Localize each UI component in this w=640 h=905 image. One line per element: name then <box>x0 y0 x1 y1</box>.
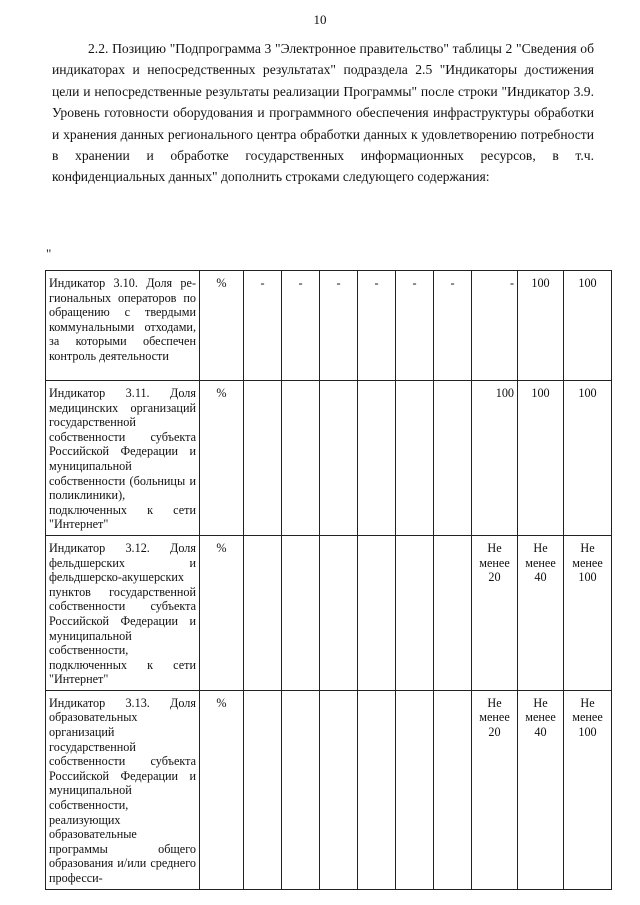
table-row <box>46 690 612 889</box>
indicator-value <box>396 690 434 889</box>
indicator-value <box>396 381 434 536</box>
indicator-value: Не менее 100 <box>564 535 612 690</box>
indicator-value <box>244 381 282 536</box>
indicator-name: Индикатор 3.12. Доля фельдшерских и фельдшерско-акушерских пунктов государственной собственности субъекта Российской Федерации и муниципальной собственности, подключенных к сети "Интернет" <box>46 535 200 690</box>
indicator-value: Не менее 40 <box>518 690 564 889</box>
indicator-name: Индикатор 3.13. Доля образовательных организаций государственной собственности субъекта Российской Федерации и муниципальной собственности, реализующих образовательные программы общего образования и/или среднего професси- <box>46 690 200 889</box>
indicator-value <box>434 690 472 889</box>
indicator-value: - <box>434 271 472 381</box>
indicator-value: Не менее 40 <box>518 535 564 690</box>
indicator-value: - <box>282 271 320 381</box>
indicator-value: Не менее 100 <box>564 690 612 889</box>
indicator-value: - <box>320 271 358 381</box>
indicator-unit: % <box>200 690 244 889</box>
indicator-name: Индикатор 3.11. Доля медицинских организаций государственной собственности субъекта Российской Федерации и муниципальной собственности (больницы и поликлиники), подключенных к сети "Интернет" <box>46 381 200 536</box>
page-number: 10 <box>313 12 327 27</box>
indicator-value <box>358 535 396 690</box>
table-row <box>46 271 612 381</box>
indicator-value <box>320 535 358 690</box>
indicator-value <box>358 690 396 889</box>
indicator-unit: % <box>200 535 244 690</box>
table-row <box>46 381 612 536</box>
indicator-unit: % <box>200 271 244 381</box>
indicator-value: - <box>472 271 518 381</box>
indicator-value <box>244 690 282 889</box>
indicator-value <box>320 381 358 536</box>
indicator-value: Не менее 20 <box>472 690 518 889</box>
indicator-value <box>282 381 320 536</box>
intro-paragraph: 2.2. Позицию "Подпрограмма 3 "Электронное правительство" таблицы 2 "Сведения об индикаторах и непосредственных результатах" подраздела 2.5 "Индикаторы достижения цели и непосредственные результаты реализации Программы" после строки "Индикатор 3.9. Уровень готовности оборудования и программного обеспечения инфраструктуры обработки и хранения данных регионального центра обработки данных к удовлетворению потребности в хранении и обработке государственных информационных ресурсов, в т.ч. конфиденциальных данных" дополнить строками следующего содержания: <box>52 41 594 185</box>
indicator-value <box>320 690 358 889</box>
indicator-value: - <box>358 271 396 381</box>
indicator-value: Не менее 20 <box>472 535 518 690</box>
indicator-value <box>434 535 472 690</box>
indicator-value: - <box>396 271 434 381</box>
table-row <box>46 535 612 690</box>
indicator-unit: % <box>200 381 244 536</box>
indicator-value: 100 <box>564 381 612 536</box>
opening-quote-mark: " <box>46 246 52 261</box>
indicator-value: 100 <box>472 381 518 536</box>
indicator-value <box>282 535 320 690</box>
indicator-value <box>396 535 434 690</box>
indicators-table <box>45 270 612 890</box>
indicator-value <box>434 381 472 536</box>
indicator-value: 100 <box>564 271 612 381</box>
indicator-value: 100 <box>518 271 564 381</box>
indicator-value <box>358 381 396 536</box>
indicator-name: Индикатор 3.10. Доля региональных операторов по обращению с твердыми коммунальными отходами, за которыми обеспечен контроль деятельности <box>46 271 200 381</box>
indicator-value <box>244 535 282 690</box>
indicator-value: - <box>244 271 282 381</box>
indicator-value <box>282 690 320 889</box>
indicator-value: 100 <box>518 381 564 536</box>
